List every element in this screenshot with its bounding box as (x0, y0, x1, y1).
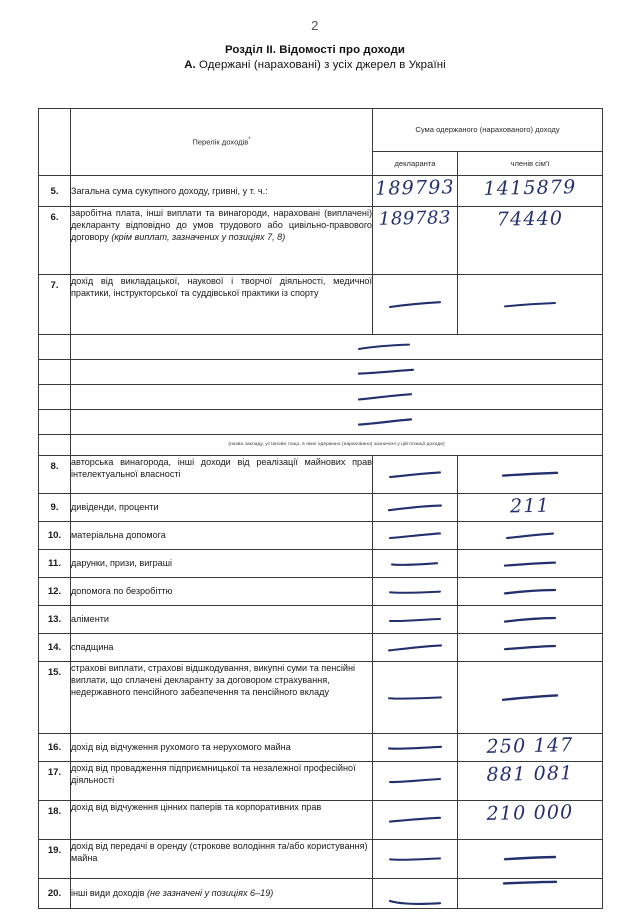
dash-stroke-icon (386, 643, 444, 653)
row-number: 16. (39, 734, 71, 762)
footnote-number-spacer (39, 435, 71, 456)
cell-family[interactable] (458, 662, 603, 734)
table-subrow (39, 410, 603, 435)
row-number: 13. (39, 606, 71, 634)
cell-declarant[interactable] (373, 879, 458, 909)
table-row (39, 762, 603, 801)
row-number: 7. (39, 275, 71, 335)
handwritten-value: 250 147 (486, 734, 574, 758)
cell-family[interactable] (458, 207, 603, 275)
row-description: матеріальна допомога (71, 522, 373, 550)
header-cell-description (71, 109, 373, 176)
cell-declarant[interactable] (373, 176, 458, 207)
dash-stroke-icon (387, 854, 443, 864)
page-number: 2 (311, 18, 319, 33)
dash-stroke-icon (356, 392, 414, 402)
row-number: 20. (39, 879, 71, 909)
table-row (39, 801, 603, 840)
row-description: Загальна сума сукупного доходу, гривні, у т. ч.: (71, 176, 373, 207)
page-headings (0, 44, 630, 71)
dash-stroke-icon (500, 470, 560, 480)
dash-stroke-icon (387, 470, 443, 480)
subsection-text: Одержані (нараховані) з усіх джерел в Україні (195, 59, 446, 71)
row-number: 17. (39, 762, 71, 801)
dash-stroke-icon (504, 531, 556, 541)
row-number: 19. (39, 840, 71, 879)
table-row (39, 176, 603, 207)
section-title: Розділ II. Відомості про доходи (224, 44, 406, 56)
dash-stroke-icon (502, 854, 558, 864)
handwritten-value: 211 (509, 494, 551, 518)
header-cell-amount-group (373, 109, 603, 152)
income-table (38, 108, 603, 909)
dash-stroke-icon (502, 615, 558, 625)
row-description: дохід від відчуження цінних паперів та корпоративних прав (71, 801, 373, 840)
table-header-row-top (39, 109, 603, 152)
dash-stroke-icon (387, 531, 443, 541)
dash-stroke-icon (386, 693, 444, 703)
handwritten-value: 1415879 (483, 176, 577, 200)
handwritten-value: 210 000 (486, 801, 574, 825)
dash-stroke-icon (389, 559, 441, 569)
table-row (39, 207, 603, 275)
header-description-label: Перелік доходів* (192, 137, 251, 147)
cell-family[interactable] (458, 176, 603, 207)
dash-stroke-icon (387, 815, 443, 825)
dash-stroke-icon (386, 743, 444, 753)
cell-family[interactable] (458, 494, 603, 522)
row-description: допомога по безробіттю (71, 578, 373, 606)
row-description: дохід від передачі в оренду (строкове володіння та/або користування) майна (71, 840, 373, 879)
row-description: дарунки, призи, виграші (71, 550, 373, 578)
row-description (71, 879, 373, 909)
cell-family[interactable] (458, 734, 603, 762)
header-family-label: членів сім'ї (510, 158, 550, 168)
dash-stroke-icon (356, 367, 416, 377)
footnote-text: (назва закладу, установи тощо, в яких одержано (нараховано) зазначені у цій позиції доходи) (228, 442, 445, 448)
row-description: дохід від провадження підприємницької та незалежної професійної діяльності (71, 762, 373, 801)
subrow-number-spacer (39, 410, 71, 435)
dash-stroke-icon (502, 559, 558, 569)
dash-stroke-icon (387, 587, 443, 597)
subrow-blank-line[interactable] (71, 410, 603, 435)
dash-stroke-icon (501, 879, 559, 889)
header-cell-number (39, 109, 71, 176)
row-number: 10. (39, 522, 71, 550)
table-row (39, 275, 603, 335)
cell-family[interactable] (458, 879, 603, 909)
header-declarant-label: декларанта (394, 158, 436, 168)
table-row (39, 879, 603, 909)
row-description: авторська винагорода, інші доходи від реалізації майнових прав інтелектуальної власності (71, 456, 373, 494)
dash-stroke-icon (356, 342, 412, 352)
row-description: страхові виплати, страхові відшкодування, викупні суми та пенсійні виплати, що сплачені декларанту за договором страхування, недержавного пенсійного забезпечення та пенсійного вкладу (71, 662, 373, 734)
dash-stroke-icon (502, 643, 558, 653)
dash-stroke-icon (387, 776, 443, 786)
handwritten-value: 189793 (374, 176, 456, 200)
row-number: 8. (39, 456, 71, 494)
table-row (39, 456, 603, 494)
table-row (39, 734, 603, 762)
table-row (39, 662, 603, 734)
dash-stroke-icon (387, 898, 443, 908)
cell-declarant[interactable] (373, 207, 458, 275)
dash-stroke-icon (387, 615, 443, 625)
subrow-number-spacer (39, 360, 71, 385)
row-description-italic: (не зазначені у позиціях 6–19) (146, 888, 274, 899)
subrow-number-spacer (39, 335, 71, 360)
table-row (39, 494, 603, 522)
header-amount-group-label: Сума одержаного (нарахованого) доходу (415, 125, 560, 135)
row-description: дохід від викладацької, наукової і творчої діяльності, медичної практики, інструкторської та суддівської практики із спорту (71, 275, 373, 335)
row-description: спадщина (71, 634, 373, 662)
cell-declarant[interactable] (373, 662, 458, 734)
cell-family[interactable] (458, 456, 603, 494)
row-number: 6. (39, 207, 71, 275)
header-cell-declarant (373, 152, 458, 176)
dash-stroke-icon (502, 300, 558, 310)
subsection-title (0, 59, 630, 71)
row-number: 9. (39, 494, 71, 522)
cell-declarant[interactable] (373, 275, 458, 335)
row-description: дивіденди, проценти (71, 494, 373, 522)
asterisk-marker: * (248, 137, 251, 144)
cell-family[interactable] (458, 275, 603, 335)
subrow-number-spacer (39, 385, 71, 410)
handwritten-value: 74440 (496, 207, 564, 231)
subsection-letter: А. (184, 59, 196, 71)
row-number: 11. (39, 550, 71, 578)
row-number: 5. (39, 176, 71, 207)
dash-stroke-icon (387, 300, 443, 310)
dash-stroke-icon (386, 503, 444, 513)
row-description-plain: заробітна плата, інші виплати та винагороди, нараховані (виплачені) декларанту відповідно до умов трудового або цивільно-правового договору (71, 208, 372, 243)
dash-stroke-icon (356, 417, 414, 427)
row-number: 12. (39, 578, 71, 606)
handwritten-value: 189783 (378, 207, 452, 230)
header-cell-family (458, 152, 603, 176)
handwritten-value: 881 081 (486, 762, 574, 786)
row-description-italic: (крім виплат, зазначених у позиціях 7, 8) (111, 232, 286, 243)
row-number: 18. (39, 801, 71, 840)
dash-stroke-icon (500, 693, 560, 703)
row-number: 15. (39, 662, 71, 734)
row-description (71, 207, 373, 275)
row-description: аліменти (71, 606, 373, 634)
cell-family[interactable] (458, 762, 603, 801)
row-number: 14. (39, 634, 71, 662)
row-description: дохід від відчуження рухомого та нерухомого майна (71, 734, 373, 762)
row-description-plain: інші види доходів (71, 888, 147, 899)
dash-stroke-icon (502, 587, 558, 597)
cell-family[interactable] (458, 801, 603, 840)
